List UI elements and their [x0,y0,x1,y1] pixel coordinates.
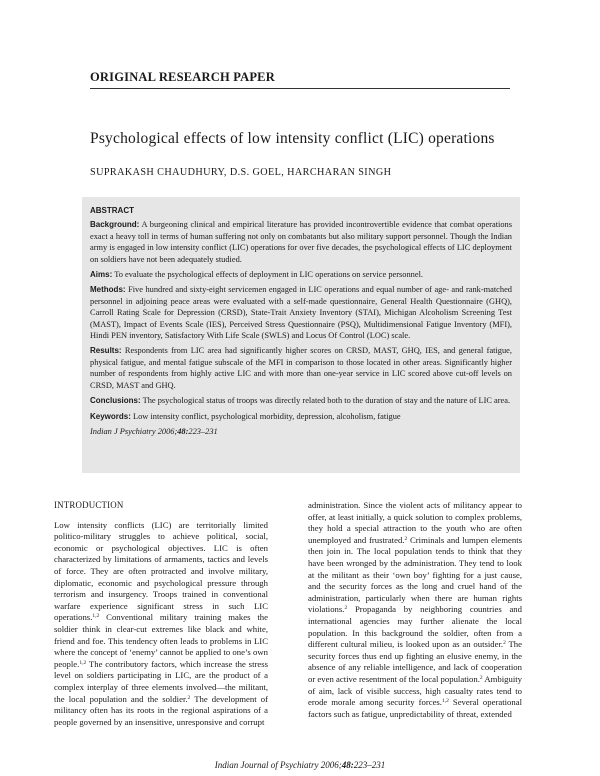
body-column-right [308,500,522,720]
keywords-text: Low intensity conflict, psychological morbidity, depression, alcoholism, fatigue [133,411,401,421]
abstract-content [90,205,512,441]
abstract-aims [90,269,512,280]
introduction-paragraph-continued [308,500,522,720]
keywords-label: Keywords: [90,411,131,421]
citation-journal: Indian J Psychiatry [90,426,156,436]
body-text: Conventional military training makes the soldier think in clear-cut extremes like black and white, friend and foe. This tendency often leads to problems in LIC where the concept of ‘enemy’ cannot be applied to one’s own people. [54,612,268,669]
body-text: Several operational factors such as fatigue, unpredictability of threat, extended [308,697,522,719]
body-text: The contributory factors, which increase the stress level on soldiers participating in LIC, are the product of a complex interplay of three elements involved—the militant, the local population and the soldier. [54,658,268,704]
abstract-box [82,197,520,473]
footer-volume: 48: [341,760,354,770]
background-text: A burgeoning clinical and empirical literature has provided incontrovertible evidence that combat operations exact a heavy toll in terms of human suffering not only on combatants but also military support personnel. Though the Indian army is engaged in low intensity conflict (LIC) operations for over five decades, the psychological effects of LIC deployment on soldiers have not been adequately studied. [90,220,512,264]
author-list: SUPRAKASH CHAUDHURY, D.S. GOEL, HARCHARAN SINGH [90,167,392,178]
citation-year: 2006; [157,426,178,436]
abstract-citation [90,426,512,437]
article-title: Psychological effects of low intensity conflict (LIC) operations [90,130,495,147]
reference-marker: 1,2 [92,613,100,620]
citation-volume: 48: [177,426,189,436]
abstract-methods [90,284,512,341]
reference-marker: 2 [503,640,506,647]
body-text: The development of militancy often has its roots in the regional aspirations of a people governed by an insensitive, unresponsive and corrupt [54,693,268,727]
body-text: Low intensity conflicts (LIC) are territorially limited politico-military struggles to achieve political, social, economic or psychological objectives. LIC is often characterized by limitations of armaments, tactics and levels of force. They are often protracted and involve military, diplomatic, economic and psychological pressure through terrorism and insurgency. Troops trained in conventional warfare experience significant stress in such LIC operations. [54,519,268,623]
footer-pages: 223–231 [353,760,386,770]
reference-marker: 1,2 [79,659,87,666]
reference-marker: 1,2 [441,698,449,705]
body-text: Ambiguity of aim, lack of visible success, high casualty rates tend to erode morale among security forces. [308,673,522,708]
results-text: Respondents from LIC area had significantly higher scores on CRSD, MAST, GHQ, IES, and general fatigue, physical fatigue, and mental fatigue subscale of the MFI in comparison to those located in other areas. Significantly higher number of respondents from highly active LIC and with more than one-year service in LIC scored above cut-off levels on CRSD, MAST and GHQ. [90,346,512,390]
abstract-results [90,345,512,391]
reference-marker: 2 [187,694,191,701]
body-text: The security forces thus end up fighting an elusive enemy, in the absence of any reliable intelligence, and lack of cooperation or even active resentment of the local population. [308,639,522,684]
reference-marker: 2 [479,674,483,681]
page-footer [0,760,600,770]
footer-journal: Indian Journal of Psychiatry 2006; [214,760,342,770]
conclusions-text: The psychological status of troops was directly related both to the duration of stay and the nature of LIC area. [142,396,511,406]
body-text: administration. Since the violent acts of militancy appear to offer, at least initially, a quick solution to complex problems, they hold a special attraction to the youth who are often unemployed and frustrated. [308,500,522,545]
section-label: ORIGINAL RESEARCH PAPER [90,70,275,84]
introduction-paragraph [54,520,268,729]
abstract-conclusions [90,395,512,406]
abstract-background [90,219,512,265]
aims-label: Aims: [90,270,113,280]
reference-marker: 2 [344,605,348,612]
reference-marker: 2 [404,535,408,542]
body-text: Propaganda by neighboring countries and international agencies may further alienate the local population. In this background the soldier, often from a different cultural milieu, is looked upon as an outsider. [308,604,522,650]
abstract-keywords [90,411,512,422]
introduction-heading: INTRODUCTION [54,500,124,510]
conclusions-label: Conclusions: [90,396,141,406]
methods-label: Methods: [90,285,126,295]
body-column-left [54,500,268,728]
results-label: Results: [90,346,122,356]
citation-pages: 223–231 [188,426,218,436]
abstract-heading: ABSTRACT [90,206,134,215]
aims-text: To evaluate the psychological effects of deployment in LIC operations on service personnel. [114,270,423,280]
header-rule [90,88,510,89]
background-label: Background: [90,220,140,230]
body-text: Criminals and lumpen elements then join in. The local population tends to think that they have been wronged by the administration. They tend to look at the militant as their ‘own boy’ fighting for a just cause, and the security forces as the long and cruel hand of the administration, particularly when there are human rights violations. [308,534,522,615]
methods-text: Five hundred and sixty-eight servicemen engaged in LIC operations and equal number of age- and rank-matched personnel in adjoining peace areas were evaluated with a self-made questionnaire, General Health Questionnaire (GHQ), Carroll Rating Scale for Depression (CRSD), State-Trait Anxiety Inventory (STAI), Michigan Alcoholism Screening Test (MAST), Impact of Events Scale (IES), Perceived Stress Questionnaire (PSQ), Multidimensional Fatigue Inventory (MFI), Hindi PEN inventory, Satisfactory With Life Scale (SWLS) and Locus Of Control (LOC) scale. [90,285,512,341]
